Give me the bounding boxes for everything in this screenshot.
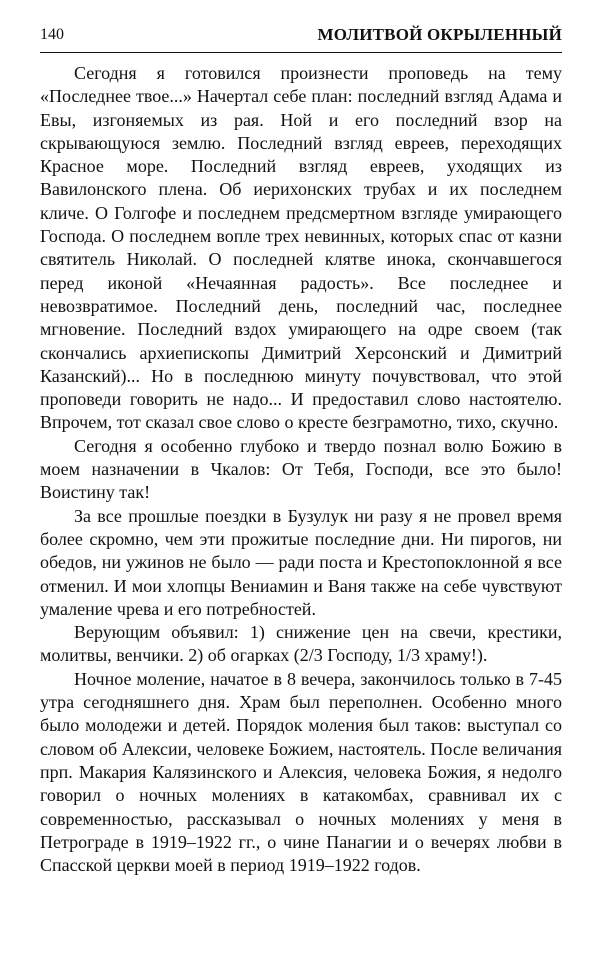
running-title: МОЛИТВОЙ ОКРЫЛЕННЫЙ: [317, 25, 562, 44]
page-header: [40, 24, 562, 53]
paragraph-sermon-plan: Сегодня я готовился произнести проповедь на тему «Последнее твое...» Начертал себе план: последний взгляд Адама и Евы, изгоняемых из рая. Ной и его последний взор на скрывающуюся землю. Последний взгляд евреев, переходящих Красное море. Последний взгляд евреев, уходящих из Вавилонского плена. Об иерихонских трубах и их последнем кличе. О Голгофе и последнем предсмертном взгляде умирающего Господа. О последнем вопле трех невинных, которых спас от казни святитель Николай. О последней клятве инока, скончавшегося перед иконой «Нечаянная радость». Все последнее и невозвратимое. Последний день, последний час, последнее мгновение. Последний вздох умирающего на одре своем (так скончались архиепископы Димитрий Херсонский и Димитрий Казанский)... Но в последнюю минуту почувствовал, что этой проповеди говорить не надо... И предоставил слово настоятелю. Впрочем, тот сказал свое слово о кресте безграмотно, тихо, скучно.: [40, 63, 562, 433]
text-body: [40, 62, 562, 877]
paragraph-night-service: Ночное моление, начатое в 8 вечера, закончилось только в 7-45 утра сегодняшнего дня. Храм был переполнен. Особенно много было молодежи и детей. Порядок моления был таков: выступал со словом об Алексии, человеке Божием, настоятель. После величания прп. Макария Калязинского и Алексия, человека Божия, я недолго говорил о ночных молениях в катакомбах, сравнивал их с современностью, рассказывал о ночных молениях у меня в Петрограде в 1919–1922 гг., о чине Панагии и о вечерях любви в Спасской церкви моей в период 1919–1922 годов.: [40, 668, 562, 876]
paragraph-announcement: Верующим объявил: 1) снижение цен на свечи, крестики, молитвы, венчики. 2) об огарках (2/3 Господу, 1/3 храму!).: [40, 622, 562, 666]
paragraph-gods-will: Сегодня я особенно глубоко и твердо познал волю Божию в моем назначении в Чкалов: От Тебя, Господи, все это было! Воистину так!: [40, 435, 562, 503]
page-number: 140: [40, 26, 64, 43]
paragraph-buzuluk-trips: За все прошлые поездки в Бузулук ни разу я не провел время более скромно, чем эти прожитые последние дни. Ни пирогов, ни обедов, ни ужинов не было — ради поста и Крестопоклонной я все отменил. И мои хлопцы Вениамин и Ваня также на себе чувствуют умаление чрева и его потребностей.: [40, 505, 562, 619]
